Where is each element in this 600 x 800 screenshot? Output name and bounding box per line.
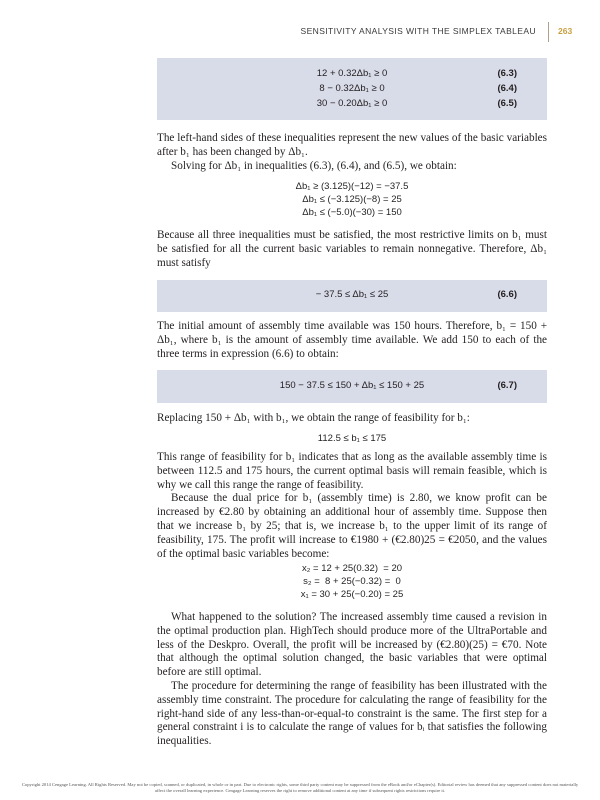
header-divider <box>548 22 549 42</box>
value-line: x₁ = 30 + 25(−0.20) = 25 <box>300 589 404 600</box>
paragraph-text: What happened to the solution? The increased assembly time caused a revision in the optimal production plan. HighTech should produce more of the UltraPortable and less of the Deskpro. Overall, the profit will be increased by (€2.80)(25) = €70. Note that although the optimal solution changed, the basic variables that were optimal before are still optimal. <box>157 611 547 679</box>
copyright-notice: Copyright 2014 Cengage Learning. All Rights Reserved. May not be copied, scanned, or duplicated, in whole or in part. Due to electronic rights, some third party content may be suppressed from the eBook and/or eChapter(s). Editorial review has deemed that any suppressed content does not materially affect the overall learning experience. Cengage Learning reserves the right to remove additional content at any time if subsequent rights restrictions require it. <box>21 782 579 793</box>
paragraph-text: Replacing 150 + Δb₁ with b₁, we obtain the range of feasibility for b₁: <box>157 412 470 424</box>
running-head <box>0 26 600 42</box>
equation-expression: − 37.5 ≤ Δb₁ ≤ 25 <box>315 289 389 300</box>
page-number: 263 <box>558 26 573 36</box>
paragraph-range-discussion <box>157 451 547 561</box>
equation-row <box>157 83 547 97</box>
solve-line: Δb₁ ≥ (3.125)(−12) = −37.5 <box>295 181 409 192</box>
paragraph-text: The initial amount of assembly time available was 150 hours. Therefore, b₁ = 150 + Δb₁, where b₁ is the amount of assembly time available. We add 150 to each of the three terms in expression (6.6) to obtain: <box>157 320 547 360</box>
value-line: s₂ = 8 + 25(−0.32) = 0 <box>303 576 401 587</box>
paragraph-replacing <box>157 412 547 426</box>
equation-number: (6.5) <box>497 98 517 109</box>
equation-box-6-6 <box>157 280 547 312</box>
equation-number: (6.4) <box>497 83 517 94</box>
equation-row <box>157 98 547 112</box>
paragraph-text: This range of feasibility for b₁ indicates that as long as the available assembly time is between 112.5 and 175 hours, the current optimal basis will remain feasible, which is why we call this range the range of feasibility. <box>157 451 547 491</box>
optimal-basic-values <box>157 562 547 601</box>
solve-line: Δb₁ ≤ (−5.0)(−30) = 150 <box>302 207 402 218</box>
running-head-title: SENSITIVITY ANALYSIS WITH THE SIMPLEX TABLEAU <box>300 26 536 36</box>
paragraph-most-restrictive <box>157 229 547 270</box>
paragraph-text: Because all three inequalities must be satisfied, the most restrictive limits on b₁ must be satisfied for all the current basic variables to remain nonnegative. Therefore, Δb₁ must satisfy <box>157 229 547 269</box>
equation-row <box>157 68 547 82</box>
paragraph-left-hand-sides <box>157 132 547 173</box>
equation-box-6-3-to-6-5 <box>157 58 547 120</box>
paragraph-text: Because the dual price for b₁ (assembly time) is 2.80, we know profit can be increased by €2.80 by obtaining an additional hour of assembly time. Suppose then that we increase b₁ by 25; that is, we increase b₁ to the upper limit of its range of feasibility, 175. The profit will increase to €1980 + (€2.80)25 = €2050, and the values of the optimal basic variables become: <box>157 492 547 560</box>
paragraph-text: The left-hand sides of these inequalities represent the new values of the basic variables after b₁ has been changed by Δb₁. <box>157 132 547 158</box>
equation-row <box>157 380 547 394</box>
paragraph-text: The procedure for determining the range of feasibility has been illustrated with the assembly time constraint. The procedure for calculating the range of feasibility for the right-hand side of any less-than-or-equal-to constraint is the same. The first step for a general constraint i is to calculate the range of values for bᵢ that satisfies the following inequalities. <box>157 679 547 748</box>
equation-number: (6.3) <box>497 68 517 79</box>
equation-expression: 8 − 0.32Δb₁ ≥ 0 <box>319 83 385 94</box>
paragraph-initial-amount <box>157 320 547 361</box>
equation-row <box>157 289 547 303</box>
range-of-feasibility <box>157 432 547 445</box>
equation-expression: 150 − 37.5 ≤ 150 + Δb₁ ≤ 150 + 25 <box>279 380 425 391</box>
value-line: x₂ = 12 + 25(0.32) = 20 <box>301 563 403 574</box>
solve-line: Δb₁ ≤ (−3.125)(−8) = 25 <box>302 194 402 205</box>
equation-box-6-7 <box>157 370 547 403</box>
paragraph-text: Solving for Δb₁ in inequalities (6.3), (6.4), and (6.5), we obtain: <box>171 159 457 172</box>
paragraph-what-happened <box>157 611 547 749</box>
equation-number: (6.7) <box>497 380 517 391</box>
equation-expression: 30 − 0.20Δb₁ ≥ 0 <box>316 98 388 109</box>
range-line: 112.5 ≤ b₁ ≤ 175 <box>317 433 387 444</box>
equation-expression: 12 + 0.32Δb₁ ≥ 0 <box>316 68 388 79</box>
equation-number: (6.6) <box>497 289 517 300</box>
solve-inequalities <box>157 180 547 219</box>
